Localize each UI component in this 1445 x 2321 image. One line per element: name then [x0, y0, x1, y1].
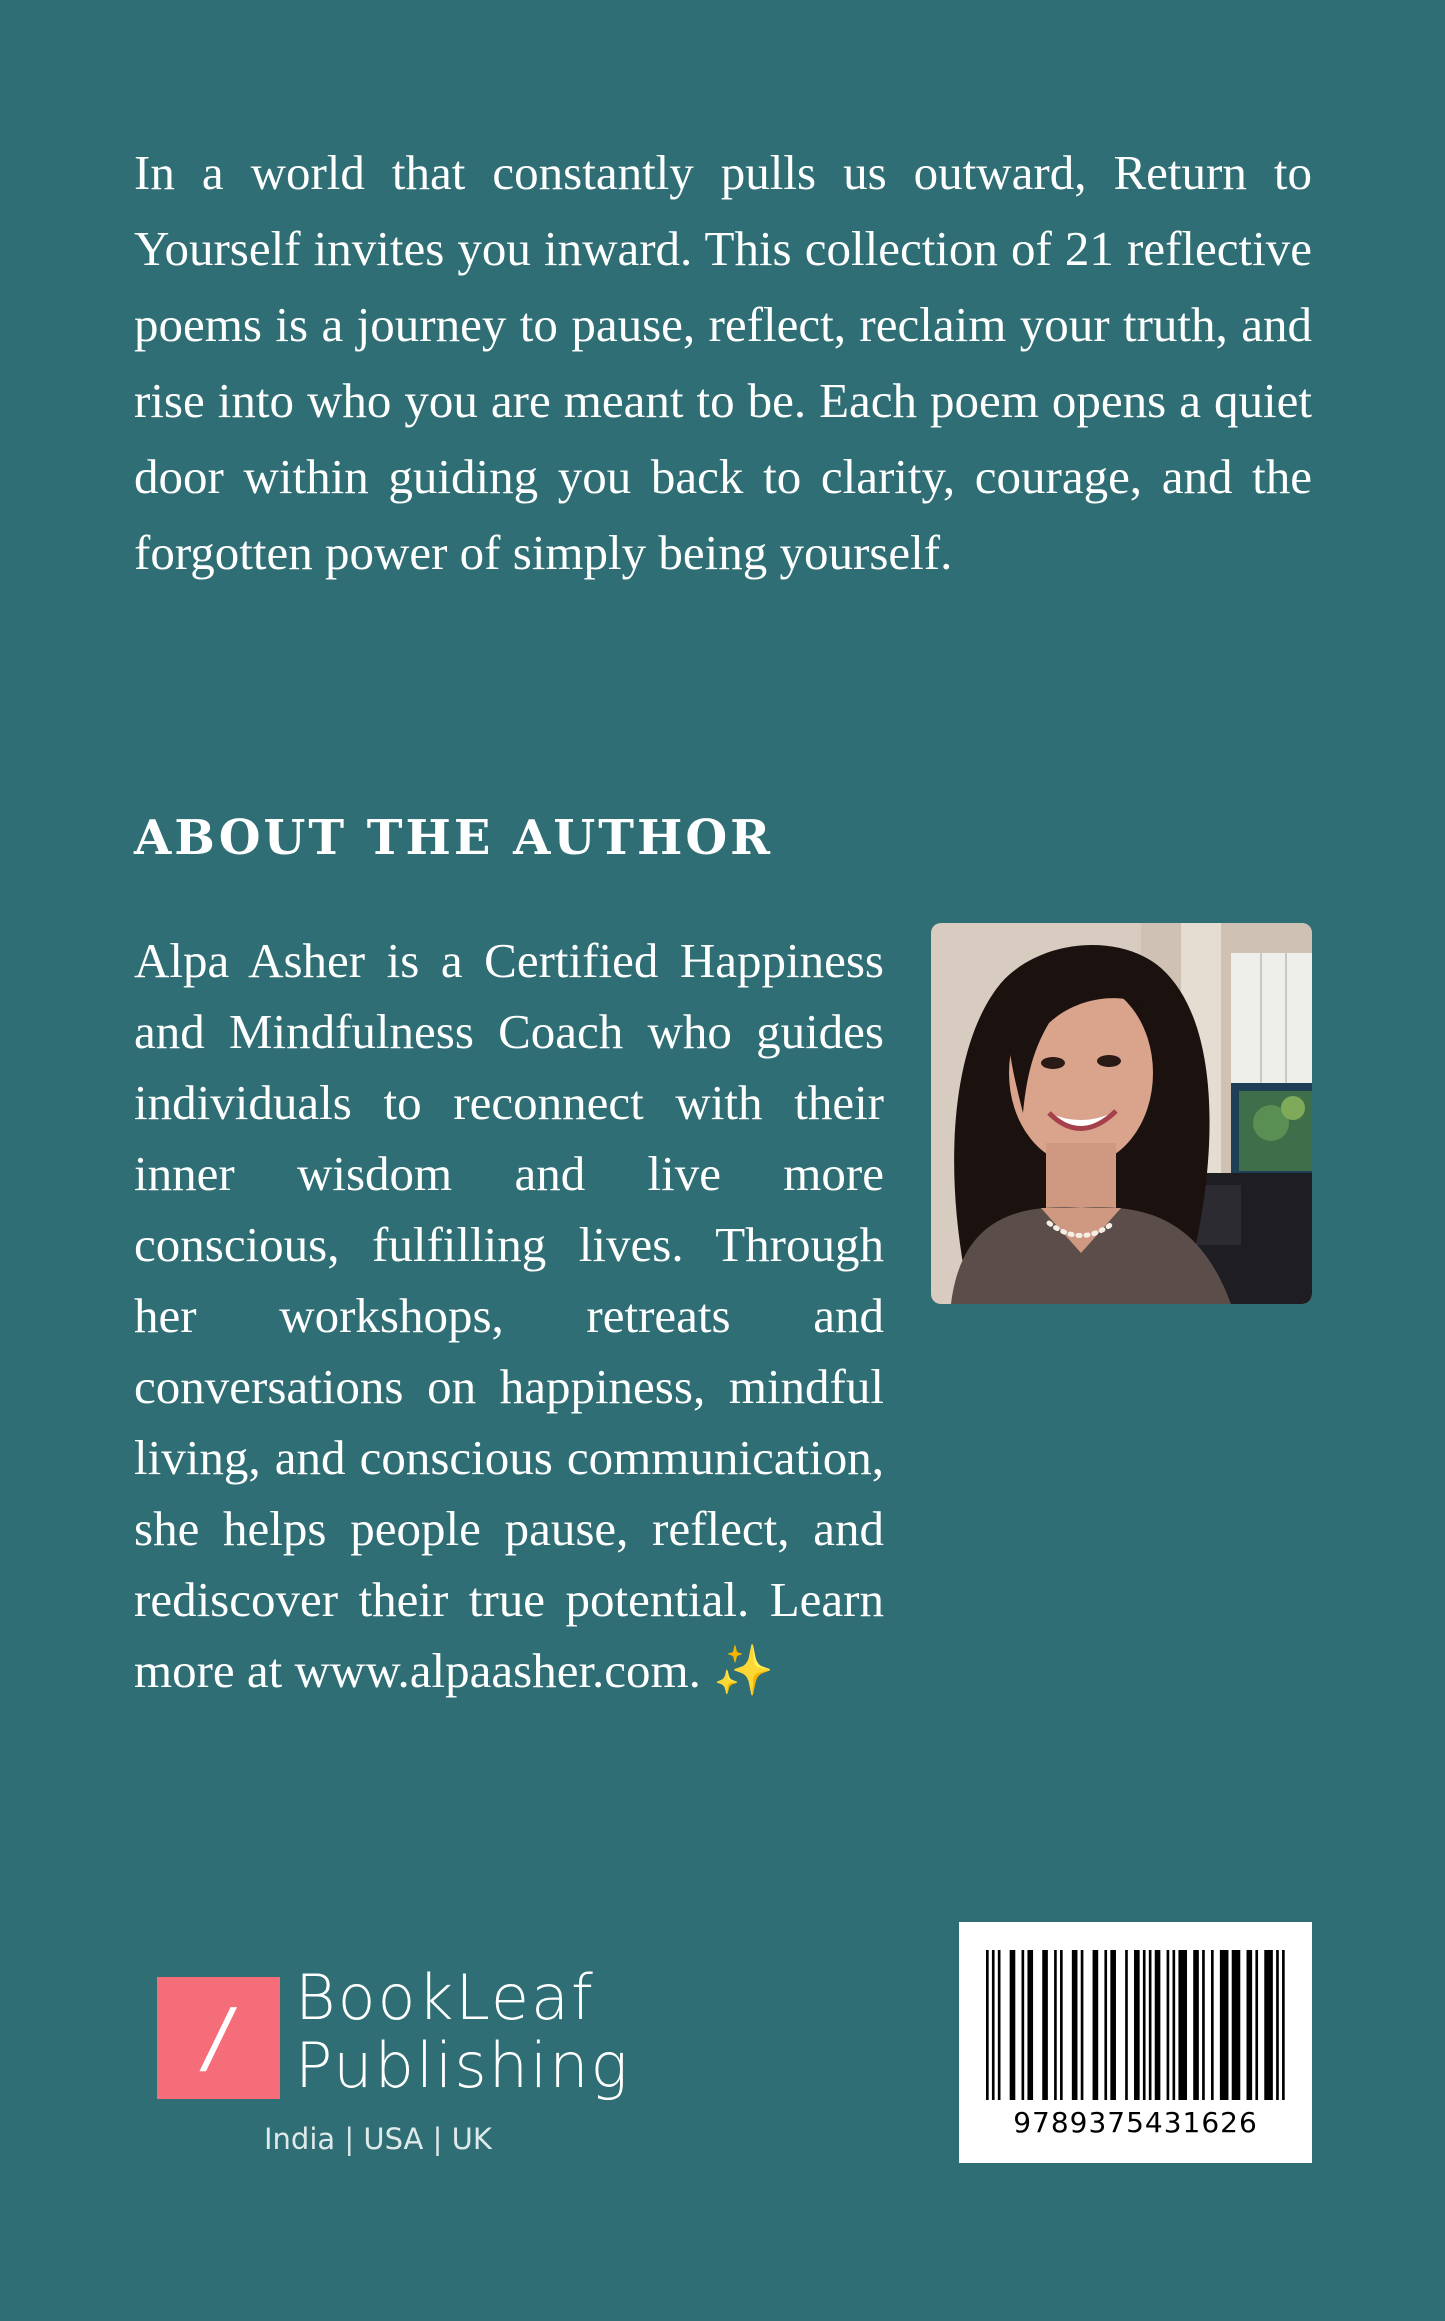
barcode-bar [1167, 1950, 1170, 2100]
barcode-bar [1060, 1950, 1063, 2100]
barcode-bar [1173, 1950, 1176, 2100]
barcode-bar [1110, 1950, 1116, 2100]
barcode-bar [992, 1950, 995, 2100]
barcode-icon [986, 1950, 1285, 2100]
publisher-name-line2: Publishing [295, 2029, 630, 2102]
barcode-bar [1054, 1950, 1057, 2100]
author-bio: Alpa Asher is a Certified Happiness and Mindfulness Coach who guides individuals to reconnect with their inner wisdom and live more conscious, fulfilling lives. Through her workshops, retreats and conversations on happiness, mindful living, and conscious communication, she helps people pause, reflect, and rediscover their true potential. Learn more at www.alpaasher.com. ✨ [134, 933, 884, 1698]
author-photo [931, 923, 1312, 1304]
publisher-name-line1: BookLeaf [295, 1961, 595, 2034]
barcode-bar [1211, 1950, 1214, 2100]
barcode-bar [1149, 1950, 1152, 2100]
barcode-bar [1134, 1950, 1140, 2100]
barcode-bar [1178, 1950, 1187, 2100]
isbn-barcode [959, 1922, 1312, 2163]
barcode-bar [1093, 1950, 1099, 2100]
publisher-mark-glyph: / [197, 1993, 240, 2083]
barcode-bar [1104, 1950, 1107, 2100]
barcode-bar [1193, 1950, 1199, 2100]
barcode-bar [1125, 1950, 1128, 2100]
publisher-name [295, 1961, 630, 2102]
barcode-bar [1072, 1950, 1078, 2100]
barcode-bar [1010, 1950, 1016, 2100]
barcode-bar [1220, 1950, 1229, 2100]
barcode-bar [1282, 1950, 1285, 2100]
barcode-bar [1155, 1950, 1161, 2100]
barcode-bar [1027, 1950, 1033, 2100]
publisher-logo [157, 1961, 630, 2172]
barcode-bar [1202, 1950, 1205, 2100]
barcode-bar [1022, 1950, 1025, 2100]
about-author-heading: ABOUT THE AUTHOR [134, 810, 774, 866]
barcode-bar [1143, 1950, 1146, 2100]
barcode-bar [1081, 1950, 1084, 2100]
barcode-bar [1247, 1950, 1253, 2100]
publisher-regions: India | USA | UK [264, 2122, 492, 2156]
isbn-number: 9789375431626 [1013, 2106, 1258, 2139]
back-cover-blurb: In a world that constantly pulls us outward, Return to Yourself invites you inward. This collection of 21 reflective poems is a journey to pause, reflect, reclaim your truth, and rise into who you are meant to be. Each poem opens a quiet door within guiding you back to clarity, courage, and the forgotten power of simply being yourself. [134, 145, 1312, 580]
publisher-mark-icon [157, 1977, 280, 2099]
barcode-bar [1264, 1950, 1273, 2100]
barcode-bar [986, 1950, 989, 2100]
barcode-bar [1276, 1950, 1279, 2100]
barcode-bar [1255, 1950, 1258, 2100]
barcode-bar [1042, 1950, 1048, 2100]
barcode-bar [998, 1950, 1001, 2100]
barcode-bar [1232, 1950, 1241, 2100]
